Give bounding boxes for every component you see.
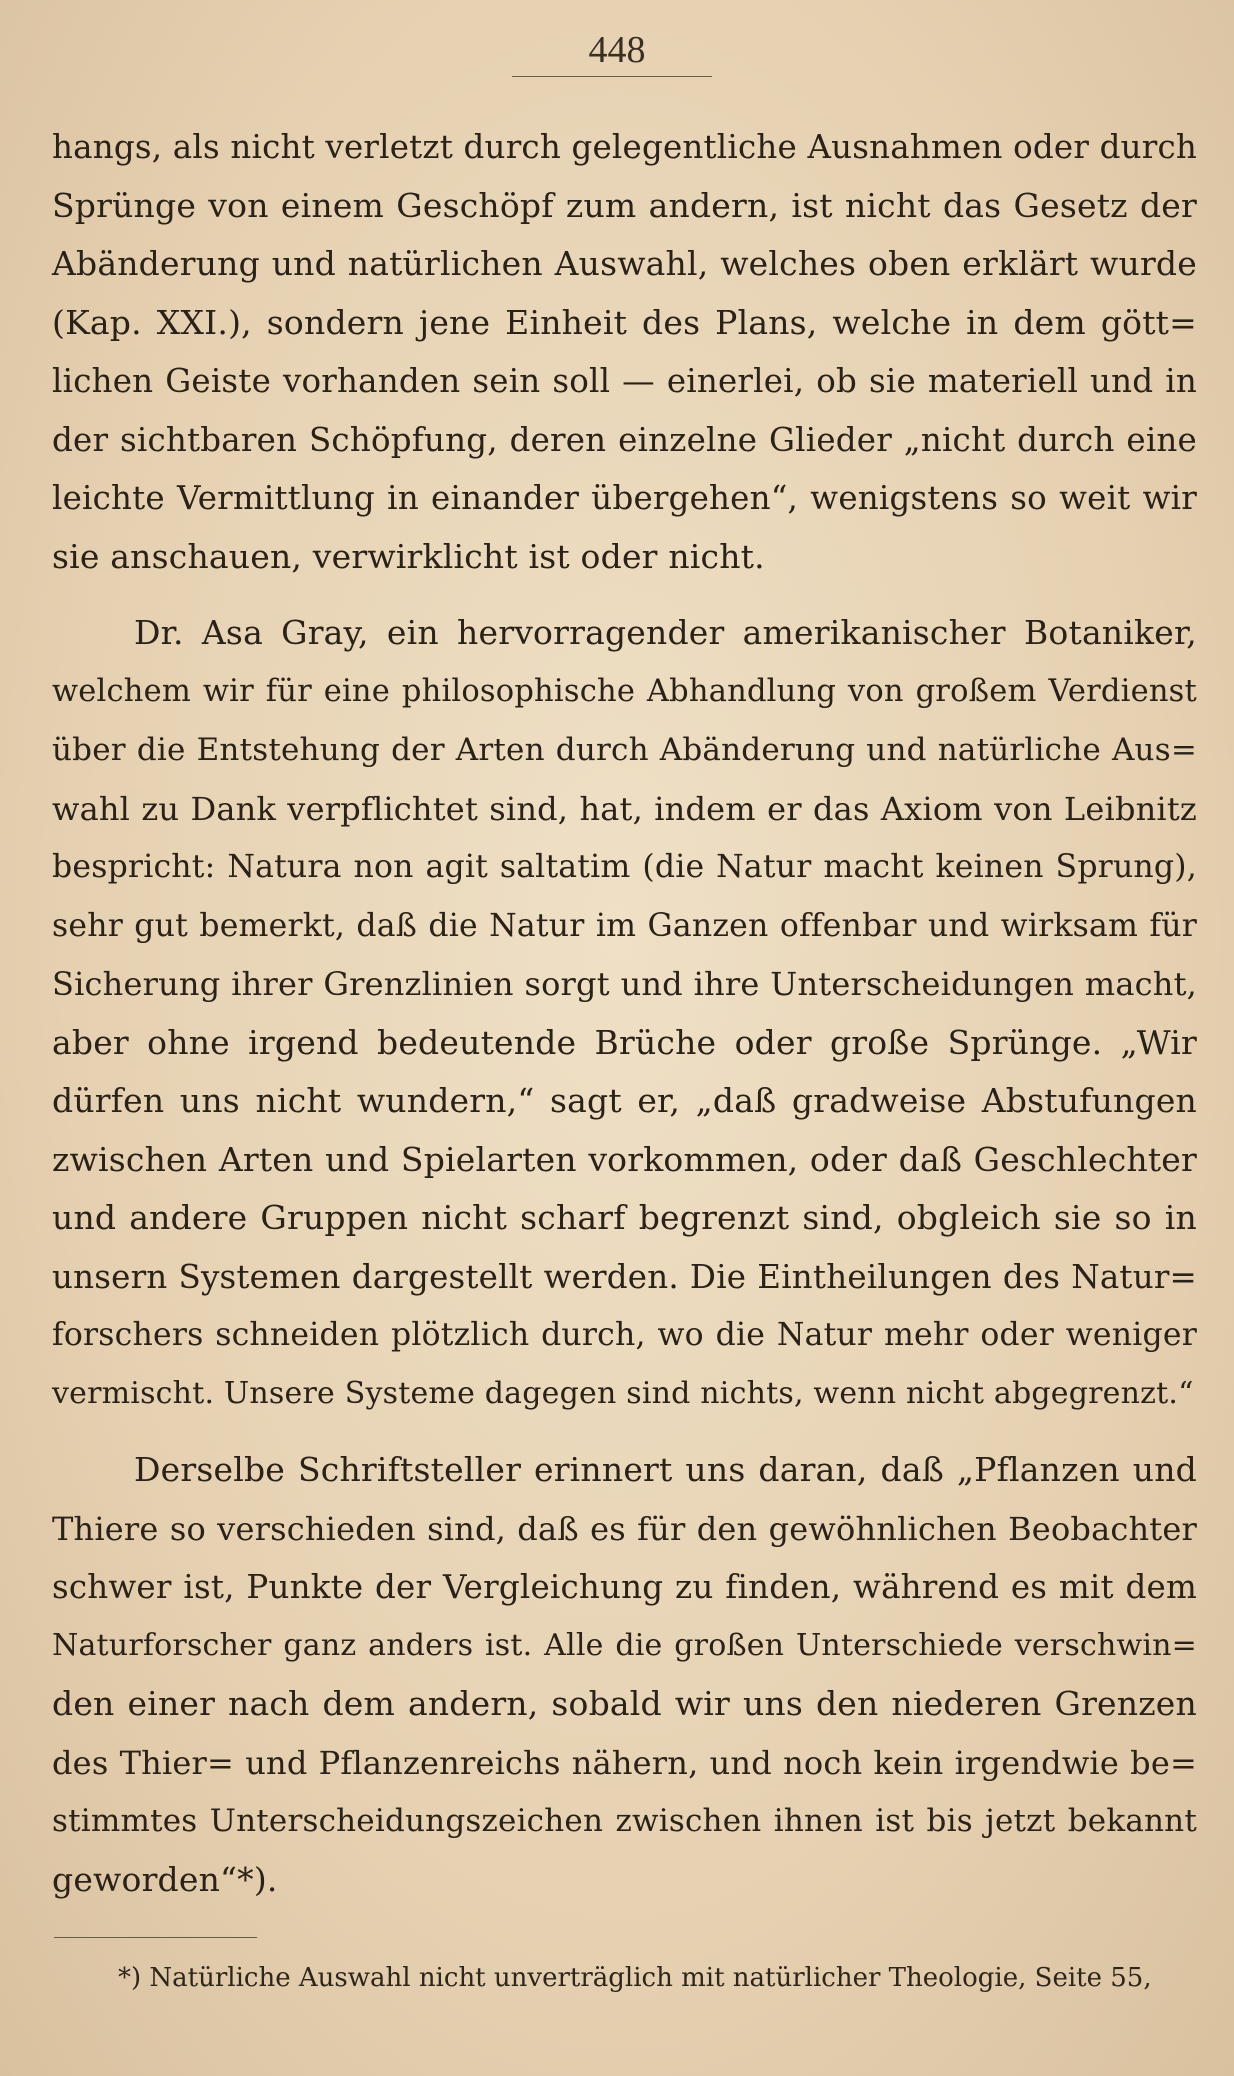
text-line: Sprünge von einem Geschöpf zum andern, ist nicht das Gesetz der	[52, 185, 1197, 225]
text-line: geworden“*).	[52, 1859, 278, 1899]
text-line: hangs, als nicht verletzt durch gelegentliche Ausnahmen oder durch	[52, 128, 1197, 166]
text-line: Derselbe Schriftsteller erinnert uns daran, daß „Pflanzen und	[134, 1450, 1197, 1489]
text-line: über die Entstehung der Arten durch Abänderung und natürliche Aus=	[52, 732, 1197, 768]
text-line: sehr gut bemerkt, daß die Natur im Ganzen offenbar und wirksam für	[52, 907, 1197, 944]
text-line: forschers schneiden plötzlich durch, wo die Natur mehr oder weniger	[52, 1317, 1197, 1353]
body-text	[52, 118, 1197, 1909]
text-line: welchem wir für eine philosophische Abhandlung von großem Verdienst	[52, 673, 1197, 709]
paragraph-gap	[52, 586, 1197, 604]
paragraph	[52, 1441, 1197, 1909]
text-line: lichen Geiste vorhanden sein soll — einerlei, ob sie materiell und in	[52, 362, 1197, 400]
text-line: vermischt. Unsere Systeme dagegen sind nichts, wenn nicht abgegrenzt.“	[52, 1375, 1194, 1411]
paragraph-gap	[52, 1423, 1197, 1441]
text-line: bespricht: Natura non agit saltatim (die Natur macht keinen Sprung),	[52, 849, 1197, 885]
text-line: den einer nach dem andern, sobald wir uns den niederen Grenzen	[52, 1684, 1197, 1723]
text-line: Sicherung ihrer Grenzlinien sorgt und ihre Unterscheidungen macht,	[52, 965, 1197, 1003]
footnote: *) Natürliche Auswahl nicht unverträglich mit natürlicher Theologie, Seite 55,	[118, 1963, 1152, 1993]
text-line: Abänderung und natürlichen Auswahl, welches oben erklärt wurde	[52, 244, 1197, 283]
text-line: leichte Vermittlung in einander übergehen“, wenigstens so weit wir	[52, 479, 1197, 517]
paragraph	[52, 118, 1197, 586]
text-line: der sichtbaren Schöpfung, deren einzelne Glieder „nicht durch eine	[52, 420, 1197, 459]
text-line: und andere Gruppen nicht scharf begrenzt sind, obgleich sie so in	[52, 1198, 1197, 1237]
text-line: stimmtes Unterscheidungszeichen zwischen ihnen ist bis jetzt bekannt	[52, 1803, 1197, 1839]
header-rule	[512, 76, 712, 77]
footnote-rule	[54, 1937, 257, 1938]
text-line: schwer ist, Punkte der Vergleichung zu finden, während es mit dem	[52, 1568, 1197, 1606]
text-line: Dr. Asa Gray, ein hervorragender amerikanischer Botaniker,	[134, 613, 1197, 652]
text-line: dürfen uns nicht wundern,“ sagt er, „daß gradweise Abstufungen	[52, 1081, 1197, 1120]
page-number: 448	[588, 29, 646, 71]
text-line: des Thier= und Pflanzenreichs nähern, und noch kein irgendwie be=	[52, 1743, 1197, 1782]
text-line: aber ohne irgend bedeutende Brüche oder große Sprünge. „Wir	[52, 1022, 1197, 1062]
text-line: unsern Systemen dargestellt werden. Die Eintheilungen des Natur=	[52, 1257, 1197, 1296]
text-line: sie anschauen, verwirklicht ist oder nicht.	[52, 536, 765, 576]
text-line: wahl zu Dank verpflichtet sind, hat, indem er das Axiom von Leibnitz	[52, 789, 1197, 828]
text-line: Thiere so verschieden sind, daß es für den gewöhnlichen Beobachter	[52, 1509, 1197, 1548]
text-line: (Kap. XXI.), sondern jene Einheit des Plans, welche in dem gött=	[52, 302, 1197, 342]
paragraph	[52, 604, 1197, 1423]
text-line: zwischen Arten und Spielarten vorkommen, oder daß Geschlechter	[52, 1139, 1197, 1179]
text-line: Naturforscher ganz anders ist. Alle die großen Unterschiede verschwin=	[52, 1627, 1197, 1663]
